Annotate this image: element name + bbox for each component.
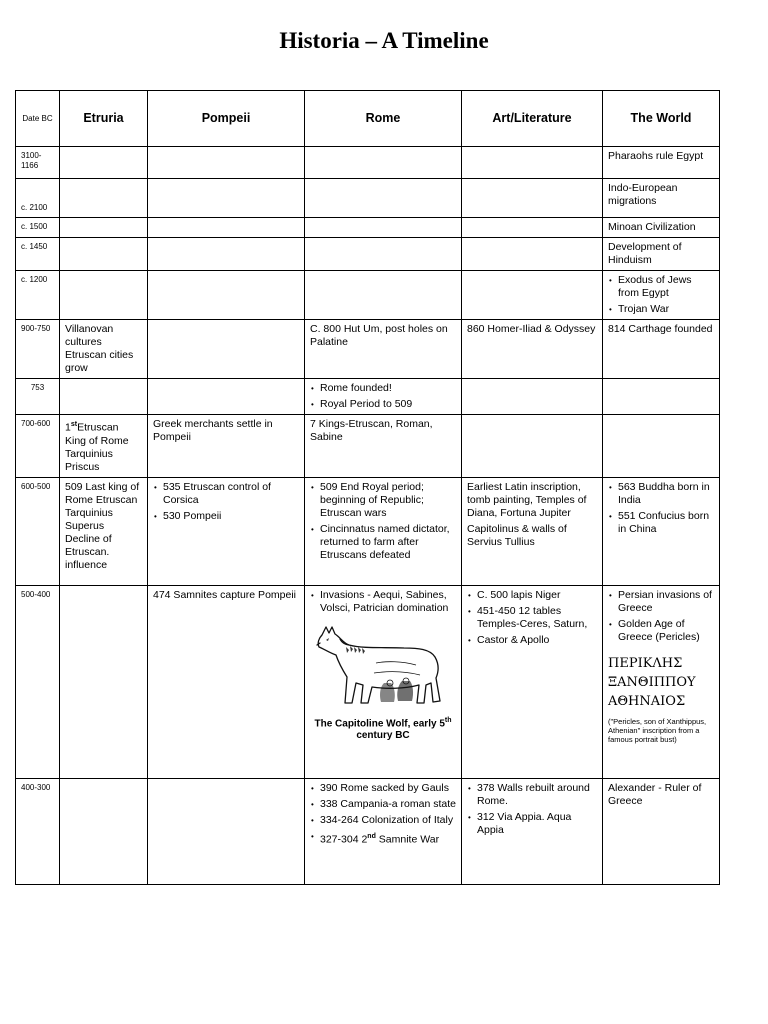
header-world: The World [603,91,720,147]
header-rome: Rome [305,91,462,147]
list-item: • 451-450 12 tables Temples-Ceres, Saturn, [467,605,597,631]
header-etruria: Etruria [60,91,148,147]
list-item: • 334-264 Colonization of Italy [310,814,456,827]
date-cell: 900-750 [16,320,60,379]
date-cell: 700-600 [16,415,60,478]
list-item: • 312 Via Appia. Aqua Appia [467,811,597,837]
date-cell: c. 1450 [16,238,60,271]
art-cell: 860 Homer-Iliad & Odyssey [462,320,603,379]
date-cell: c. 2100 [16,179,60,218]
list-item: • 509 End Royal period; beginning of Republic; Etruscan wars [310,481,456,520]
world-cell [603,477,720,585]
pompeii-cell: Greek merchants settle in Pompeii [148,415,305,478]
table-row [16,238,720,271]
rome-cell [305,379,462,415]
list-item: • Trojan War [608,303,714,316]
pompeii-cell [148,477,305,585]
date-cell: c. 1500 [16,218,60,238]
timeline-table [15,90,720,885]
table-row [16,320,720,379]
world-cell [603,271,720,320]
list-item: • Cincinnatus named dictator, returned to farm after Etruscans defeated [310,523,456,562]
world-cell: Pharaohs rule Egypt [603,147,720,179]
table-row [16,179,720,218]
date-cell: 600-500 [16,477,60,585]
list-item: • Castor & Apollo [467,634,597,647]
greek-inscription-note: ("Pericles, son of Xanthippus, Athenian" inscription from a famous portrait bust) [608,716,707,744]
greek-inscription: ΠΕΡΙΚΛΗΣ ΞΑΝΘΙΠΠΟΥ ΑΘΗΝΑΙΟΣ [608,655,696,709]
world-cell: Alexander - Ruler of Greece [603,778,720,884]
world-cell: Minoan Civilization [603,218,720,238]
world-cell [603,585,720,778]
date-cell: 500-400 [16,585,60,778]
table-row [16,585,720,778]
rome-cell: 7 Kings-Etruscan, Roman, Sabine [305,415,462,478]
list-item: • 390 Rome sacked by Gauls [310,782,456,795]
page-title: Historia – A Timeline [279,28,489,53]
rome-cell [305,585,462,778]
capitoline-wolf-image [316,623,450,709]
list-item: • 327-304 2nd Samnite War [310,830,456,847]
world-cell: 814 Carthage founded [603,320,720,379]
list-item: • Rome founded! [310,382,456,395]
etruria-cell: Villanovan cultures Etruscan cities grow [60,320,148,379]
date-cell: c. 1200 [16,271,60,320]
table-row [16,218,720,238]
pompeii-cell: 474 Samnites capture Pompeii [148,585,305,778]
header-date: Date BC [16,91,60,147]
list-item: • 378 Walls rebuilt around Rome. [467,782,597,808]
table-row [16,415,720,478]
date-cell: 3100-1166 [16,147,60,179]
date-cell: 400-300 [16,778,60,884]
world-cell: Indo-European migrations [603,179,720,218]
world-cell: Development of Hinduism [603,238,720,271]
list-item: • 338 Campania-a roman state [310,798,456,811]
table-row [16,778,720,884]
art-cell [462,778,603,884]
header-row [16,91,720,147]
etruria-cell: 509 Last king of Rome Etruscan Tarquinius Superus Decline of Etruscan. influence [60,477,148,585]
list-item: • 530 Pompeii [153,510,299,523]
rome-cell [305,778,462,884]
list-item: • Golden Age of Greece (Pericles) [608,618,714,644]
list-item: • 551 Confucius born in China [608,510,714,536]
art-cell [462,585,603,778]
rome-cell [305,477,462,585]
list-item: • Royal Period to 509 [310,398,456,411]
table-row [16,477,720,585]
list-item: • 563 Buddha born in India [608,481,714,507]
table-row [16,271,720,320]
wolf-caption: The Capitoline Wolf, early 5th century BC [314,716,452,741]
list-item: • Invasions - Aequi, Sabines, Volsci, Patrician domination [310,589,456,615]
table-row [16,379,720,415]
art-cell: Earliest Latin inscription, tomb painting, Temples of Diana, Fortuna Jupiter Capitolinus & walls of Servius Tullius [462,477,603,585]
list-item: • C. 500 lapis Niger [467,589,597,602]
list-item: • Persian invasions of Greece [608,589,714,615]
table-row [16,147,720,179]
header-pompeii: Pompeii [148,91,305,147]
etruria-cell: 1stEtruscan King of Rome Tarquinius Priscus [60,415,148,478]
list-item: • Exodus of Jews from Egypt [608,274,714,300]
date-cell: 753 [16,379,60,415]
list-item: • 535 Etruscan control of Corsica [153,481,299,507]
rome-cell: C. 800 Hut Um, post holes on Palatine [305,320,462,379]
header-art-literature: Art/Literature [462,91,603,147]
